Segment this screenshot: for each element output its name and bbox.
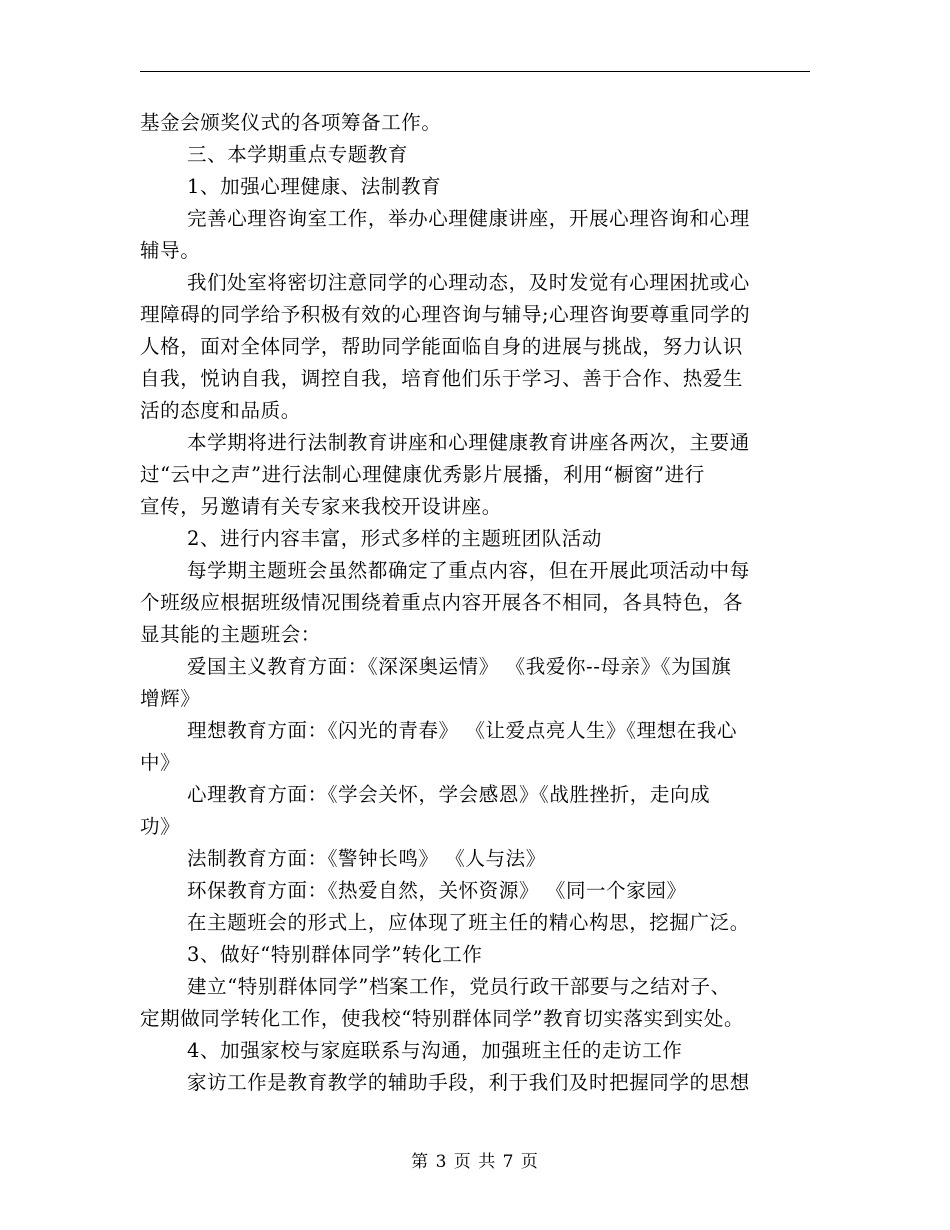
text-line: 功》 xyxy=(140,815,181,838)
text-line: 家访工作是教育教学的辅助手段，利于我们及时把握同学的思想 xyxy=(187,1071,750,1094)
text-line: 心理教育方面：《学会关怀，学会感恩》《战胜挫折，走向成 xyxy=(187,783,711,806)
text-line: 理想教育方面：《闪光的青春》 《让爱点亮人生》《理想在我心 xyxy=(187,719,738,742)
text-line: 增辉》 xyxy=(140,687,201,710)
text-line: 完善心理咨询室工作，举办心理健康讲座，开展心理咨询和心理 xyxy=(187,207,750,230)
text-line: 本学期将进行法制教育讲座和心理健康教育讲座各两次，主要通 xyxy=(187,431,750,454)
page-footer: 第 3 页 共 7 页 xyxy=(411,1152,539,1172)
text-line: 法制教育方面：《警钟长鸣》 《人与法》 xyxy=(187,847,546,870)
text-line: 在主题班会的形式上，应体现了班主任的精心构思，挖掘广泛。 xyxy=(187,911,750,934)
text-line: 4、加强家校与家庭联系与沟通，加强班主任的走访工作 xyxy=(187,1039,683,1062)
text-line: 基金会颁奖仪式的各项筹备工作。 xyxy=(140,111,442,134)
text-line: 定期做同学转化工作，使我校“特别群体同学”教育切实落实到实处。 xyxy=(140,1007,745,1030)
text-line: 显其能的主题班会： xyxy=(140,623,321,646)
text-line: 过“云中之声”进行法制心理健康优秀影片展播，利用“橱窗”进行 xyxy=(140,463,705,486)
text-line: 活的态度和品质。 xyxy=(140,399,301,422)
text-line: 1、加强心理健康、法制教育 xyxy=(187,175,442,198)
text-line: 我们处室将密切注意同学的心理动态，及时发觉有心理困扰或心 xyxy=(187,271,750,294)
text-line: 每学期主题班会虽然都确定了重点内容，但在开展此项活动中每 xyxy=(187,559,750,582)
text-line: 3、做好“特别群体同学”转化工作 xyxy=(187,943,483,966)
text-line: 理障碍的同学给予积极有效的心理咨询与辅导;心理咨询要尊重同学的 xyxy=(140,303,751,326)
text-line: 个班级应根据班级情况围绕着重点内容开展各不相同，各具特色，各 xyxy=(140,591,744,614)
text-line: 爱国主义教育方面：《深深奥运情》 《我爱你--母亲》《为国旗 xyxy=(187,655,732,678)
text-line: 宣传，另邀请有关专家来我校开设讲座。 xyxy=(140,495,502,518)
text-line: 自我，悦讷自我，调控自我，培育他们乐于学习、善于合作、热爱生 xyxy=(140,367,744,390)
text-line: 2、进行内容丰富，形式多样的主题班团队活动 xyxy=(187,527,603,550)
text-line: 人格，面对全体同学，帮助同学能面临自身的进展与挑战，努力认识 xyxy=(140,335,744,358)
document-body xyxy=(140,107,810,1099)
text-line: 建立“特别群体同学”档案工作，党员行政干部要与之结对子、 xyxy=(187,975,731,998)
header-rule xyxy=(140,71,810,72)
text-line: 三、本学期重点专题教育 xyxy=(187,143,409,166)
text-line: 环保教育方面：《热爱自然，关怀资源》 《同一个家园》 xyxy=(187,879,687,902)
text-line: 中》 xyxy=(140,751,181,774)
text-line: 辅导。 xyxy=(140,239,201,262)
